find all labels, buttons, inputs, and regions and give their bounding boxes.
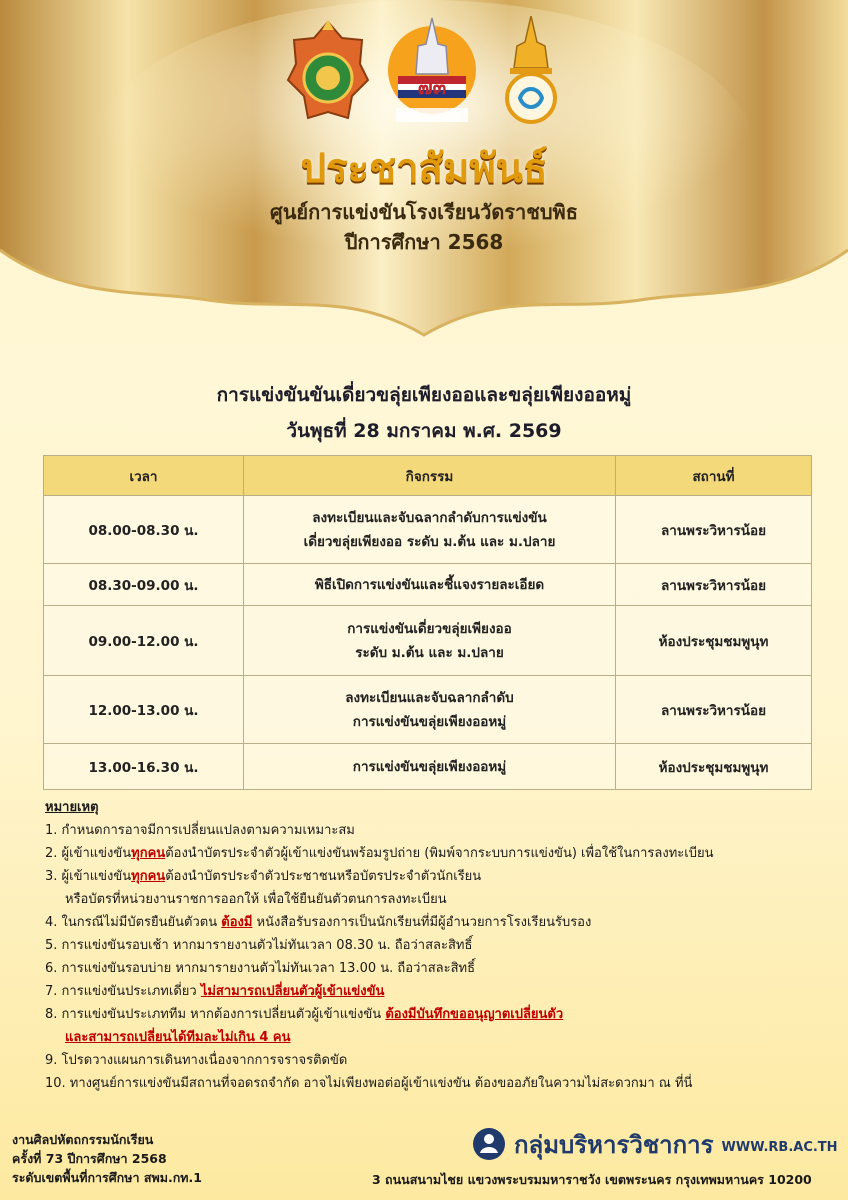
footer-line: ครั้งที่ 73 ปีการศึกษา 2568 (12, 1151, 167, 1166)
cell-activity (244, 676, 616, 744)
event-date: วันพุธที่ 28 มกราคม พ.ศ. 2569 (286, 420, 562, 442)
note-item (45, 842, 835, 865)
cell-place: ลานพระวิหารน้อย (616, 496, 812, 564)
table-row (44, 676, 812, 744)
cell-place: ลานพระวิหารน้อย (616, 564, 812, 606)
note-item (45, 1003, 835, 1026)
header-time: เวลา (44, 456, 244, 496)
cell-time: 12.00-13.00 น. (44, 676, 244, 744)
note-emphasis: ทุกคน (131, 846, 166, 861)
notes-section (45, 796, 835, 1095)
cell-time: 08.30-09.00 น. (44, 564, 244, 606)
table-row (44, 606, 812, 676)
note-emphasis: และสามารถเปลี่ยนได้ทีมละไม่เกิน 4 คน (65, 1030, 291, 1045)
note-item: 1. กำหนดการอาจมีการเปลี่ยนแปลงตามความเหมาะสม (45, 823, 355, 838)
cell-time: 13.00-16.30 น. (44, 744, 244, 790)
note-emphasis: ต้องมี (221, 915, 253, 930)
activity-line: การแข่งขันขลุ่ยเพียงออหมู่ (352, 758, 507, 775)
note-item (45, 980, 835, 1003)
header-activity: กิจกรรม (244, 456, 616, 496)
note-item (45, 865, 835, 888)
cell-activity (244, 606, 616, 676)
note-emphasis: ไม่สามารถเปลี่ยนตัวผู้เข้าแข่งขัน (200, 984, 385, 999)
note-emphasis: ต้องมีบันทึกขออนุญาตเปลี่ยนตัว (385, 1007, 564, 1022)
academic-year: ปีการศึกษา 2568 (344, 230, 504, 254)
anniversary-logo-icon (384, 14, 480, 128)
note-item: 6. การแข่งขันรอบบ่าย หากมารายงานตัวไม่ทันเวลา 13.00 น. ถือว่าสละสิทธิ์ (45, 961, 476, 976)
note-text: ต้องนำบัตรประจำตัวประชาชนหรือบัตรประจำตัวนักเรียน (165, 869, 482, 884)
note-item: 10. ทางศูนย์การแข่งขันมีสถานที่จอดรถจำกัด อาจไม่เพียงพอต่อผู้เข้าแข่งขัน ต้องขออภัยในความไม่สะดวกมา ณ ที่นี่ (45, 1076, 693, 1091)
note-text: 3. ผู้เข้าแข่งขัน (45, 869, 132, 884)
cell-time: 08.00-08.30 น. (44, 496, 244, 564)
note-text: หนังสือรับรองการเป็นนักเรียนที่มีผู้อำนวยการโรงเรียนรับรอง (252, 915, 592, 930)
note-item-continuation: หรือบัตรที่หน่วยงานราชการออกให้ เพื่อใช้ยืนยันตัวตนการลงทะเบียน (65, 892, 447, 907)
cell-place: ลานพระวิหารน้อย (616, 676, 812, 744)
activity-line: การแข่งขันเดี่ยวขลุ่ยเพียงออ (347, 620, 512, 637)
academic-affairs-icon (472, 1127, 506, 1161)
note-text: 8. การแข่งขันประเภททีม หากต้องการเปลี่ยนตัวผู้เข้าแข่งขัน (45, 1007, 386, 1022)
logo-row (0, 14, 848, 132)
note-item: 9. โปรดวางแผนการเดินทางเนื่องจากการจราจรติดขัด (45, 1053, 348, 1068)
schedule-table (43, 455, 812, 790)
cell-activity (244, 564, 616, 606)
competition-center: ศูนย์การแข่งขันโรงเรียนวัดราชบพิธ (270, 200, 578, 224)
activity-line: ลงทะเบียนและจับฉลากลำดับ (345, 689, 514, 706)
ministry-emblem-icon (286, 20, 370, 124)
footer-brand (472, 1126, 838, 1162)
activity-line: ลงทะเบียนและจับฉลากลำดับการแข่งขัน (312, 509, 547, 526)
cell-activity (244, 496, 616, 564)
note-item-continuation (45, 1026, 835, 1049)
footer (0, 1120, 848, 1200)
brand-name: กลุ่มบริหารวิชาการ (514, 1130, 714, 1159)
table-row (44, 744, 812, 790)
note-item: 5. การแข่งขันรอบเช้า หากมารายงานตัวไม่ทันเวลา 08.30 น. ถือว่าสละสิทธิ์ (45, 938, 473, 953)
note-emphasis: ทุกคน (131, 869, 166, 884)
table-row (44, 564, 812, 606)
cell-time: 09.00-12.00 น. (44, 606, 244, 676)
footer-line: งานศิลปหัตถกรรมนักเรียน (12, 1132, 154, 1147)
notes-heading: หมายเหตุ (45, 800, 99, 815)
cell-place: ห้องประชุมชมพูนุท (616, 606, 812, 676)
note-text: 4. ในกรณีไม่มีบัตรยืนยันตัวตน (45, 915, 222, 930)
note-item (45, 911, 835, 934)
header-place: สถานที่ (616, 456, 812, 496)
school-address: 3 ถนนสนามไชย แขวงพระบรมมหาราชวัง เขตพระนคร กรุงเทพมหานคร 10200 (372, 1172, 812, 1187)
cell-activity (244, 744, 616, 790)
table-header-row (44, 456, 812, 496)
website-link[interactable]: WWW.RB.AC.TH (721, 1139, 838, 1155)
svg-text:๗๓: ๗๓ (417, 75, 447, 99)
table-row (44, 496, 812, 564)
note-text: 7. การแข่งขันประเภทเดี่ยว (45, 984, 201, 999)
footer-event-info (12, 1130, 202, 1187)
announcement-title: ประชาสัมพันธ์ (300, 146, 548, 192)
cell-place: ห้องประชุมชมพูนุท (616, 744, 812, 790)
school-emblem-icon (500, 16, 562, 128)
activity-line: การแข่งขันขลุ่ยเพียงออหมู่ (352, 713, 507, 730)
note-text: ต้องนำบัตรประจำตัวผู้เข้าแข่งขันพร้อมรูปถ่าย (พิมพ์จากระบบการแข่งขัน) เพื่อใช้ในการลงทะเบียน (165, 846, 714, 861)
event-title: การแข่งขันขันเดี่ยวขลุ่ยเพียงออและขลุ่ยเพียงออหมู่ (216, 384, 632, 406)
footer-line: ระดับเขตพื้นที่การศึกษา สพม.กท.1 (12, 1170, 202, 1185)
activity-line: พิธีเปิดการแข่งขันและชี้แจงรายละเอียด (314, 576, 545, 593)
note-text: 2. ผู้เข้าแข่งขัน (45, 846, 132, 861)
activity-line: ระดับ ม.ต้น และ ม.ปลาย (355, 644, 504, 661)
activity-line: เดี่ยวขลุ่ยเพียงออ ระดับ ม.ต้น และ ม.ปลาย (303, 533, 556, 550)
